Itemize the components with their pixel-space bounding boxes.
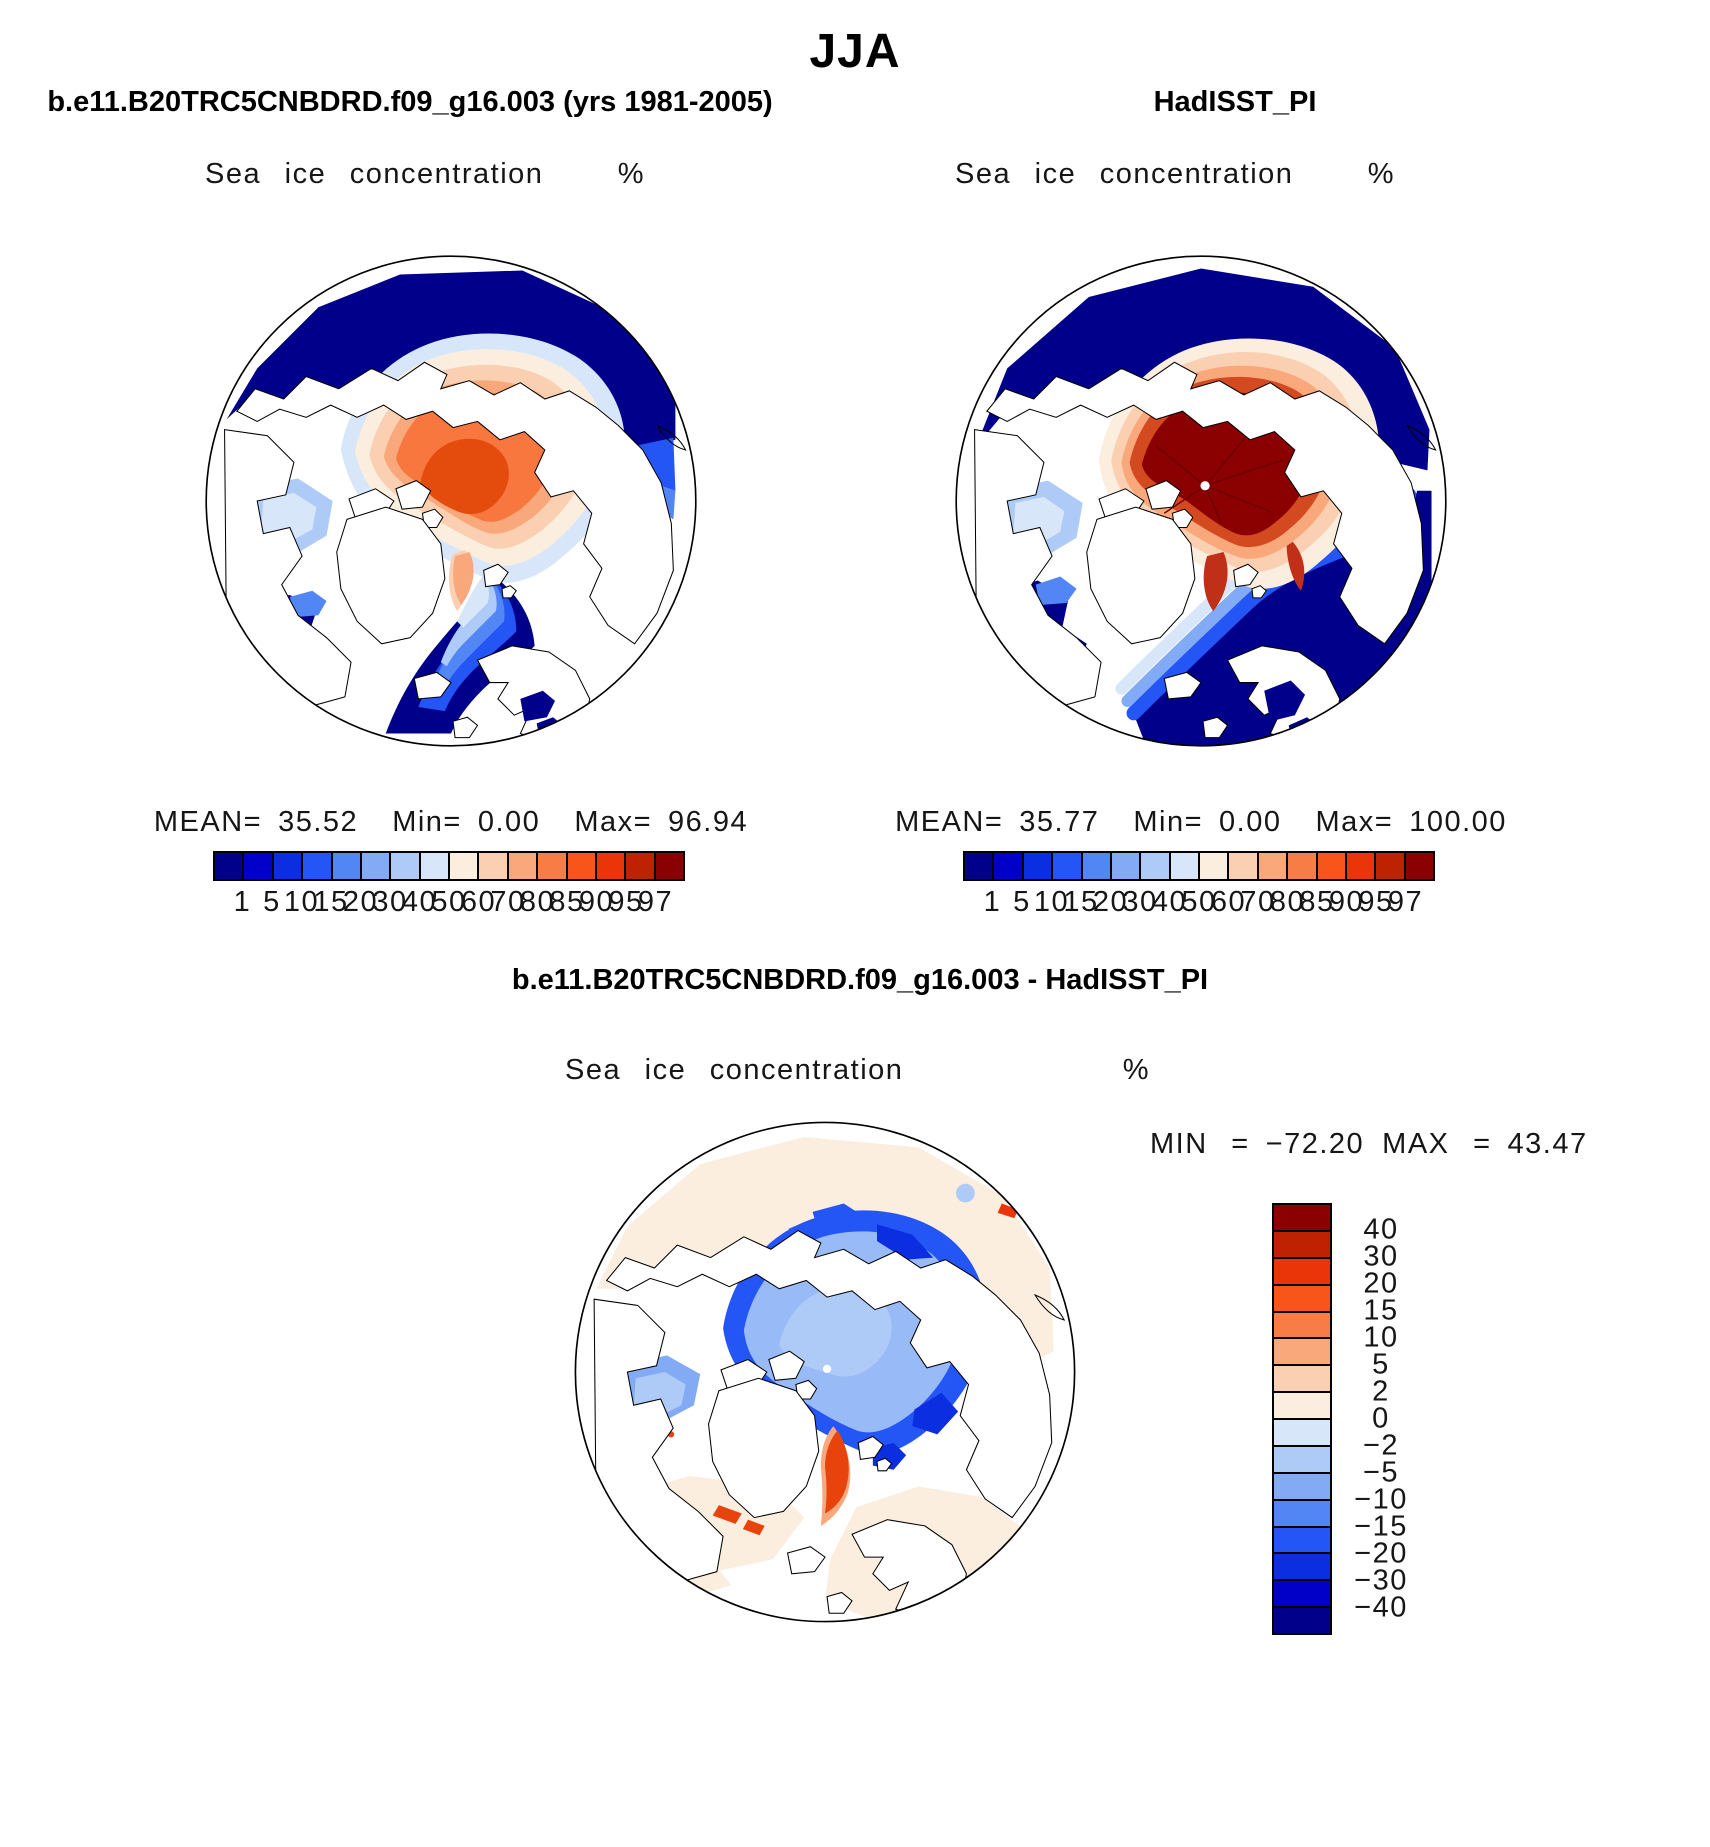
diff-colorbar-ticks	[1336, 1203, 1426, 1635]
colorbar-tick-label: 30	[1122, 886, 1158, 918]
colorbar-cell	[597, 853, 626, 879]
colorbar-cell	[1112, 853, 1141, 879]
colorbar-cell	[626, 853, 655, 879]
colorbar-tick-label: 5	[1013, 886, 1031, 918]
obs-units-label: %	[1367, 158, 1395, 190]
model-colorbar	[213, 851, 685, 881]
colorbar-cell	[1083, 853, 1112, 879]
colorbar-cell	[391, 853, 420, 879]
colorbar-tick-label: 15	[313, 886, 349, 918]
colorbar-tick-label: 90	[1328, 886, 1365, 918]
colorbar-tick-label: 70	[490, 886, 526, 918]
obs-min-value: 0.00	[1219, 806, 1282, 838]
colorbar-tick-label: 40	[1151, 886, 1188, 918]
model-map	[196, 246, 706, 756]
colorbar-tick-label: 30	[1363, 1240, 1399, 1273]
obs-field-label: Sea ice concentration	[955, 158, 1294, 190]
colorbar-tick-label: 5	[263, 886, 281, 918]
colorbar-cell	[1274, 1554, 1330, 1581]
model-max-value: 96.94	[668, 806, 749, 838]
colorbar-cell	[1274, 1447, 1330, 1474]
colorbar-cell	[1274, 1366, 1330, 1393]
diff-min-label: MIN =	[1150, 1128, 1250, 1160]
model-mean-value: 35.52	[278, 806, 359, 838]
model-mean-label: MEAN=	[153, 806, 263, 838]
colorbar-tick-label: 20	[1092, 886, 1129, 918]
colorbar-tick-label: 85	[549, 886, 585, 918]
colorbar-tick-label: 20	[1363, 1267, 1399, 1300]
model-max-label: Max=	[574, 806, 653, 838]
colorbar-tick-label: −15	[1354, 1510, 1408, 1543]
colorbar-tick-label: 70	[1240, 886, 1276, 918]
colorbar-tick-label: 20	[342, 886, 379, 918]
obs-map	[946, 246, 1456, 756]
colorbar-cell	[1274, 1420, 1330, 1447]
model-field-label: Sea ice concentration	[205, 158, 544, 190]
colorbar-cell	[1171, 853, 1200, 879]
colorbar-cell	[1274, 1259, 1330, 1286]
colorbar-tick-label: −20	[1354, 1537, 1408, 1570]
colorbar-tick-label: 2	[1372, 1375, 1390, 1408]
obs-subtitle: HadISST_PI	[1153, 86, 1317, 118]
colorbar-cell	[421, 853, 450, 879]
colorbar-tick-label: 5	[1372, 1348, 1390, 1381]
obs-mean-label: MEAN=	[895, 806, 1004, 838]
colorbar-tick-label: 95	[608, 886, 644, 918]
obs-colorbar-ticks	[963, 884, 1435, 920]
diff-max-value: 43.47	[1507, 1128, 1588, 1160]
colorbar-cell	[215, 853, 244, 879]
diff-max-label: MAX =	[1382, 1128, 1492, 1160]
colorbar-tick-label: 0	[1372, 1402, 1390, 1435]
diff-min-value: −72.20	[1265, 1128, 1365, 1160]
colorbar-cell	[1274, 1339, 1330, 1366]
colorbar-tick-label: 85	[1299, 886, 1335, 918]
colorbar-cell	[1274, 1528, 1330, 1555]
obs-max-label: Max=	[1315, 806, 1394, 838]
colorbar-cell	[1274, 1286, 1330, 1313]
model-stats	[153, 806, 749, 839]
colorbar-cell	[479, 853, 508, 879]
colorbar-tick-label: 10	[283, 886, 320, 918]
colorbar-cell	[333, 853, 362, 879]
model-units-label: %	[617, 158, 645, 190]
obs-max-value: 100.00	[1409, 806, 1507, 838]
colorbar-tick-label: 80	[1269, 886, 1306, 918]
colorbar-tick-label: −30	[1354, 1564, 1408, 1597]
colorbar-tick-label: 40	[1363, 1213, 1399, 1246]
colorbar-cell	[509, 853, 538, 879]
colorbar-tick-label: −5	[1362, 1456, 1400, 1489]
colorbar-cell	[1274, 1205, 1330, 1232]
obs-min-label: Min=	[1133, 806, 1204, 838]
obs-mean-value: 35.77	[1019, 806, 1100, 838]
colorbar-tick-label: 95	[1358, 886, 1394, 918]
diff-field-row	[565, 1054, 1150, 1087]
obs-field-row	[955, 158, 1395, 191]
colorbar-cell	[1053, 853, 1082, 879]
diff-field-label: Sea ice concentration	[565, 1054, 904, 1086]
colorbar-cell	[965, 853, 994, 879]
colorbar-cell	[1274, 1232, 1330, 1259]
diff-colorbar	[1272, 1203, 1332, 1635]
figure-title: JJA	[809, 25, 901, 78]
colorbar-cell	[538, 853, 567, 879]
colorbar-cell	[1229, 853, 1258, 879]
colorbar-cell	[1200, 853, 1229, 879]
colorbar-cell	[303, 853, 332, 879]
colorbar-tick-label: 97	[637, 886, 674, 918]
colorbar-cell	[1274, 1474, 1330, 1501]
colorbar-tick-label: 15	[1363, 1294, 1399, 1327]
colorbar-tick-label: 10	[1033, 886, 1070, 918]
colorbar-tick-label: 60	[1210, 886, 1247, 918]
colorbar-tick-label: 90	[578, 886, 615, 918]
diff-subtitle: b.e11.B20TRC5CNBDRD.f09_g16.003 - HadISST_PI	[511, 964, 1209, 996]
colorbar-tick-label: 30	[372, 886, 408, 918]
model-min-label: Min=	[392, 806, 462, 838]
colorbar-cell	[1318, 853, 1347, 879]
colorbar-tick-label: −10	[1354, 1483, 1408, 1516]
colorbar-cell	[1024, 853, 1053, 879]
colorbar-cell	[1376, 853, 1405, 879]
colorbar-tick-label: 1	[233, 886, 252, 918]
colorbar-cell	[994, 853, 1023, 879]
colorbar-cell	[1288, 853, 1317, 879]
colorbar-cell	[1274, 1313, 1330, 1340]
diff-units-label: %	[1122, 1054, 1150, 1086]
obs-stats	[895, 806, 1507, 839]
colorbar-cell	[1274, 1501, 1330, 1528]
colorbar-tick-label: 15	[1063, 886, 1099, 918]
colorbar-cell	[274, 853, 303, 879]
colorbar-cell	[568, 853, 597, 879]
model-subtitle: b.e11.B20TRC5CNBDRD.f09_g16.003 (yrs 1981-2005)	[47, 86, 773, 118]
colorbar-cell	[450, 853, 479, 879]
colorbar-tick-label: −2	[1362, 1429, 1400, 1462]
diff-map	[565, 1112, 1085, 1632]
colorbar-tick-label: 50	[1181, 886, 1217, 918]
model-field-row	[205, 158, 645, 191]
colorbar-cell	[1406, 853, 1433, 879]
colorbar-tick-label: 97	[1387, 886, 1424, 918]
colorbar-cell	[1141, 853, 1170, 879]
colorbar-cell	[1274, 1608, 1330, 1633]
colorbar-cell	[1259, 853, 1288, 879]
model-colorbar-ticks	[213, 884, 685, 920]
colorbar-cell	[1347, 853, 1376, 879]
diff-minmax	[1150, 1128, 1588, 1161]
colorbar-tick-label: 60	[460, 886, 497, 918]
colorbar-cell	[1274, 1581, 1330, 1608]
obs-colorbar	[963, 851, 1435, 881]
colorbar-tick-label: 80	[519, 886, 556, 918]
colorbar-tick-label: 1	[983, 886, 1002, 918]
colorbar-tick-label: 10	[1363, 1321, 1399, 1354]
colorbar-tick-label: −40	[1354, 1591, 1408, 1624]
colorbar-cell	[1274, 1393, 1330, 1420]
colorbar-cell	[656, 853, 683, 879]
colorbar-cell	[244, 853, 273, 879]
colorbar-tick-label: 40	[401, 886, 438, 918]
model-min-value: 0.00	[477, 806, 541, 838]
colorbar-tick-label: 50	[431, 886, 467, 918]
colorbar-cell	[362, 853, 391, 879]
